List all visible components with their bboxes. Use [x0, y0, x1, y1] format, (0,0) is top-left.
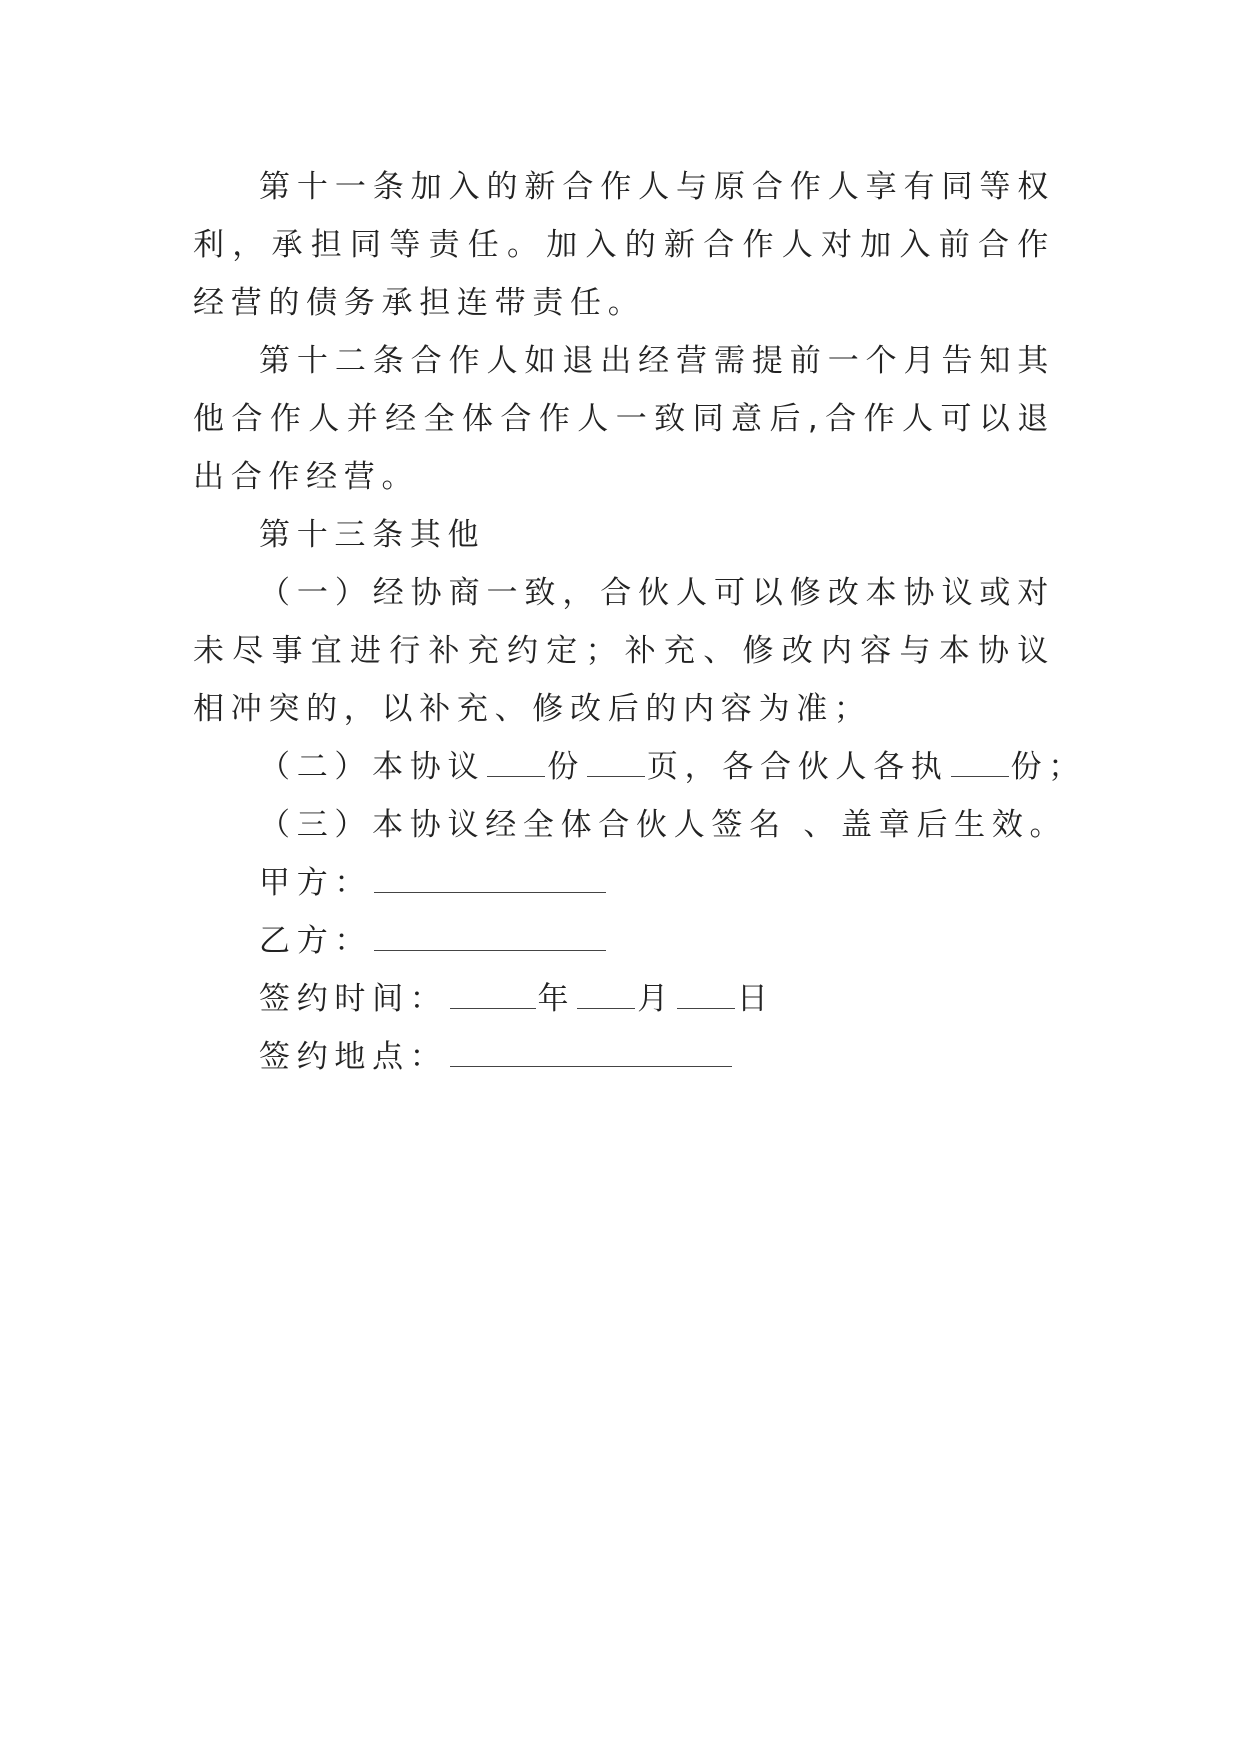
each-copies-blank: [951, 752, 1009, 777]
month-blank: [577, 984, 635, 1009]
clause-2-text-3: 页，各合伙人各执: [646, 749, 949, 785]
document-body: [193, 158, 1086, 1086]
signing-date-line: [193, 970, 1055, 1028]
article-11-paragraph: 第十一条加入的新合作人与原合作人享有同等权利，承担同等责任。加入的新合作人对加入前合作经营的债务承担连带责任。: [193, 169, 1055, 321]
party-b-line: [193, 912, 1055, 970]
signing-place-label: 签约地点：: [259, 1039, 448, 1075]
copies-blank: [487, 752, 545, 777]
party-a-label: 甲方：: [259, 865, 373, 901]
signing-place-blank: [450, 1042, 732, 1067]
month-label: 月: [637, 981, 675, 1017]
article-13-heading: 第十三条其他: [259, 517, 486, 553]
day-blank: [677, 984, 735, 1009]
year-blank: [450, 984, 536, 1009]
party-a-line: [193, 854, 1055, 912]
article-12-paragraph: 第十二条合作人如退出经营需提前一个月告知其他合作人并经全体合作人一致同意后,合作人可以退出合作经营。: [193, 343, 1055, 495]
pages-blank: [587, 752, 645, 777]
party-a-blank: [374, 868, 606, 893]
clause-1-paragraph: （一）经协商一致，合伙人可以修改本协议或对未尽事宜进行补充约定；补充、修改内容与本协议相冲突的，以补充、修改后的内容为准；: [193, 575, 1055, 727]
clause-2-line: [193, 738, 1086, 796]
signing-place-line: [193, 1028, 1055, 1086]
clause-3-line: （三）本协议经全体合伙人签名 、盖章后生效。: [259, 807, 1068, 843]
clause-2-text-2: 份: [547, 749, 585, 785]
party-b-label: 乙方：: [259, 923, 373, 959]
year-label: 年: [537, 981, 576, 1017]
day-label: 日: [736, 981, 775, 1017]
party-b-blank: [374, 926, 606, 951]
signing-date-label: 签约时间：: [259, 981, 448, 1017]
clause-2-text-4: 份；: [1010, 749, 1086, 785]
clause-2-text-1: （二）本协议: [259, 749, 486, 785]
